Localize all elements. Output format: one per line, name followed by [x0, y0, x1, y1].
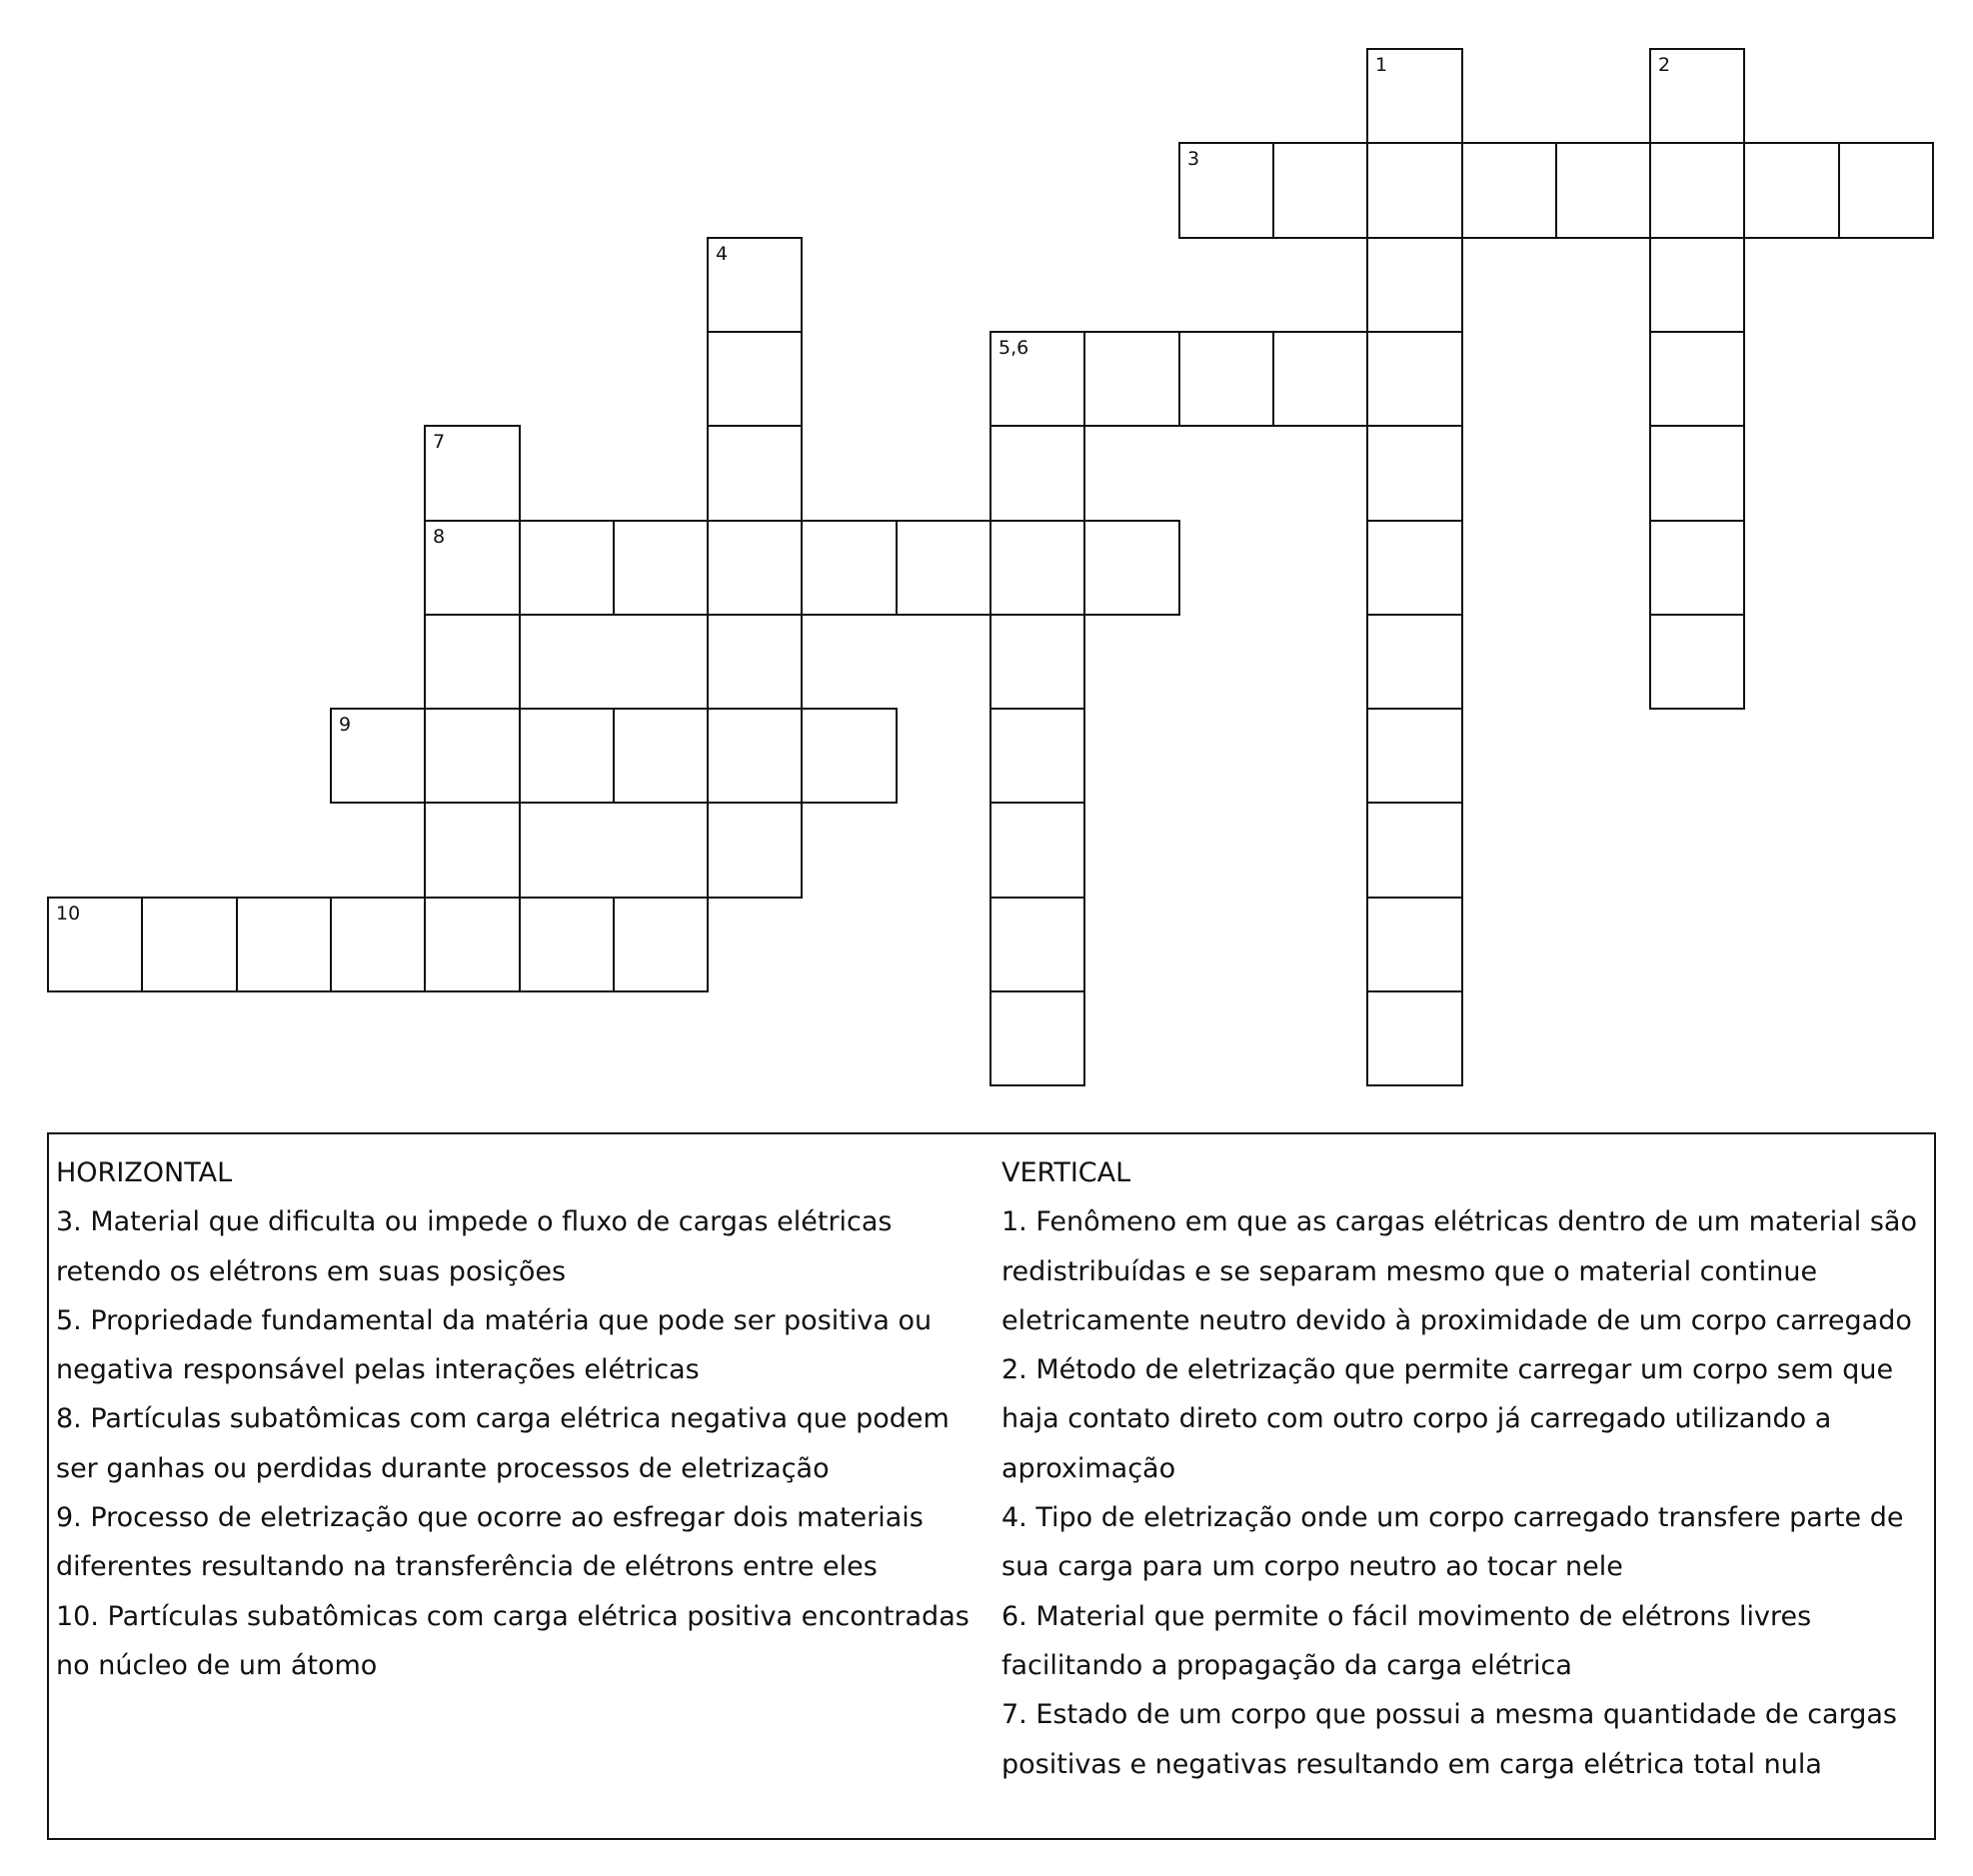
vertical-heading: VERTICAL: [1001, 1157, 1131, 1188]
grid-cell[interactable]: [424, 614, 521, 710]
clue-number: 5,6: [998, 337, 1029, 359]
grid-cell[interactable]: [1366, 237, 1463, 333]
horizontal-heading: HORIZONTAL: [56, 1157, 233, 1188]
grid-cell[interactable]: [1083, 331, 1180, 427]
grid-cell[interactable]: [801, 708, 898, 804]
grid-cell[interactable]: [1555, 142, 1651, 239]
grid-cell[interactable]: [1366, 520, 1463, 616]
clue-number: 1: [1375, 54, 1388, 76]
clue-vertical-4: 4. Tipo de eletrização onde um corpo carregado transfere parte de sua carga para um corpo neutro ao tocar nele: [1001, 1502, 1904, 1583]
grid-cell[interactable]: [989, 990, 1085, 1086]
grid-cell[interactable]: [519, 708, 615, 804]
grid-cell[interactable]: [1649, 425, 1745, 522]
grid-cell[interactable]: [1366, 425, 1463, 522]
grid-cell[interactable]: [989, 802, 1085, 899]
grid-cell[interactable]: [519, 520, 615, 616]
grid-cell[interactable]: [1366, 708, 1463, 804]
clue-number: 7: [433, 431, 446, 453]
grid-cell[interactable]: [330, 708, 426, 804]
horizontal-clues: [56, 1148, 995, 1690]
grid-cell[interactable]: [989, 425, 1085, 522]
grid-cell[interactable]: [1649, 142, 1745, 239]
vertical-clues: [1001, 1148, 1931, 1789]
grid-cell[interactable]: [1366, 142, 1463, 239]
clue-number: 9: [339, 714, 352, 736]
grid-cell[interactable]: [1366, 614, 1463, 710]
grid-cell[interactable]: [801, 520, 898, 616]
clue-vertical-1: 1. Fenômeno em que as cargas elétricas dentro de um material são redistribuídas e se separam mesmo que o material continue eletricamente neutro devido à proximidade de um corpo carregado: [1001, 1206, 1917, 1336]
grid-cell[interactable]: [707, 614, 803, 710]
grid-cell[interactable]: [236, 897, 332, 992]
grid-cell[interactable]: [1083, 520, 1180, 616]
clue-number: 3: [1187, 148, 1200, 170]
grid-cell[interactable]: [1743, 142, 1840, 239]
grid-cell[interactable]: [1649, 520, 1745, 616]
clue-horizontal-9: 9. Processo de eletrização que ocorre ao esfregar dois materiais diferentes resultando na transferência de elétrons entre eles: [56, 1502, 924, 1583]
grid-cell[interactable]: [989, 614, 1085, 710]
grid-cell[interactable]: [707, 802, 803, 899]
clue-vertical-6: 6. Material que permite o fácil movimento de elétrons livres facilitando a propagação da carga elétrica: [1001, 1600, 1812, 1681]
grid-cell[interactable]: [424, 520, 521, 616]
grid-cell[interactable]: [1366, 48, 1463, 144]
grid-cell[interactable]: [989, 897, 1085, 992]
grid-cell[interactable]: [707, 708, 803, 804]
clue-horizontal-3: 3. Material que dificulta ou impede o fluxo de cargas elétricas retendo os elétrons em suas posições: [56, 1206, 893, 1287]
grid-cell[interactable]: [707, 520, 803, 616]
grid-cell[interactable]: [1649, 48, 1745, 144]
grid-cell[interactable]: [1838, 142, 1934, 239]
grid-cell[interactable]: [989, 520, 1085, 616]
grid-cell[interactable]: [1366, 802, 1463, 899]
grid-cell[interactable]: [1366, 897, 1463, 992]
grid-cell[interactable]: [424, 708, 521, 804]
clue-horizontal-5: 5. Propriedade fundamental da matéria que pode ser positiva ou negativa responsável pelas interações elétricas: [56, 1304, 933, 1386]
clue-number: 4: [716, 243, 729, 265]
grid-cell[interactable]: [1366, 990, 1463, 1086]
grid-cell[interactable]: [424, 425, 521, 522]
clue-horizontal-10: 10. Partículas subatômicas com carga elétrica positiva encontradas no núcleo de um átomo: [56, 1600, 970, 1681]
clue-number: 2: [1658, 54, 1671, 76]
grid-cell[interactable]: [707, 237, 803, 333]
grid-cell[interactable]: [613, 708, 709, 804]
clue-vertical-7: 7. Estado de um corpo que possui a mesma quantidade de cargas positivas e negativas resultando em carga elétrica total nula: [1001, 1699, 1897, 1780]
grid-cell[interactable]: [330, 897, 426, 992]
clue-number: 10: [56, 903, 81, 925]
grid-cell[interactable]: [424, 897, 521, 992]
grid-cell[interactable]: [1272, 142, 1368, 239]
clues-box: [47, 1132, 1936, 1840]
grid-cell[interactable]: [519, 897, 615, 992]
grid-cell[interactable]: [424, 802, 521, 899]
grid-cell[interactable]: [707, 425, 803, 522]
clue-number: 8: [433, 526, 446, 548]
grid-cell[interactable]: [989, 331, 1085, 427]
grid-cell[interactable]: [896, 520, 991, 616]
grid-cell[interactable]: [1272, 331, 1368, 427]
grid-cell[interactable]: [613, 897, 709, 992]
grid-cell[interactable]: [989, 708, 1085, 804]
grid-cell[interactable]: [1178, 331, 1274, 427]
grid-cell[interactable]: [1649, 331, 1745, 427]
clue-horizontal-8: 8. Partículas subatômicas com carga elétrica negativa que podem ser ganhas ou perdidas durante processos de eletrização: [56, 1403, 950, 1484]
grid-cell[interactable]: [1649, 237, 1745, 333]
clue-vertical-2: 2. Método de eletrização que permite carregar um corpo sem que haja contato direto com outro corpo já carregado utilizando a aproximação: [1001, 1354, 1894, 1484]
grid-cell[interactable]: [613, 520, 709, 616]
grid-cell[interactable]: [707, 331, 803, 427]
grid-cell[interactable]: [1461, 142, 1557, 239]
grid-cell[interactable]: [1649, 614, 1745, 710]
grid-cell[interactable]: [1178, 142, 1274, 239]
grid-cell[interactable]: [1366, 331, 1463, 427]
grid-cell[interactable]: [47, 897, 143, 992]
grid-cell[interactable]: [141, 897, 238, 992]
